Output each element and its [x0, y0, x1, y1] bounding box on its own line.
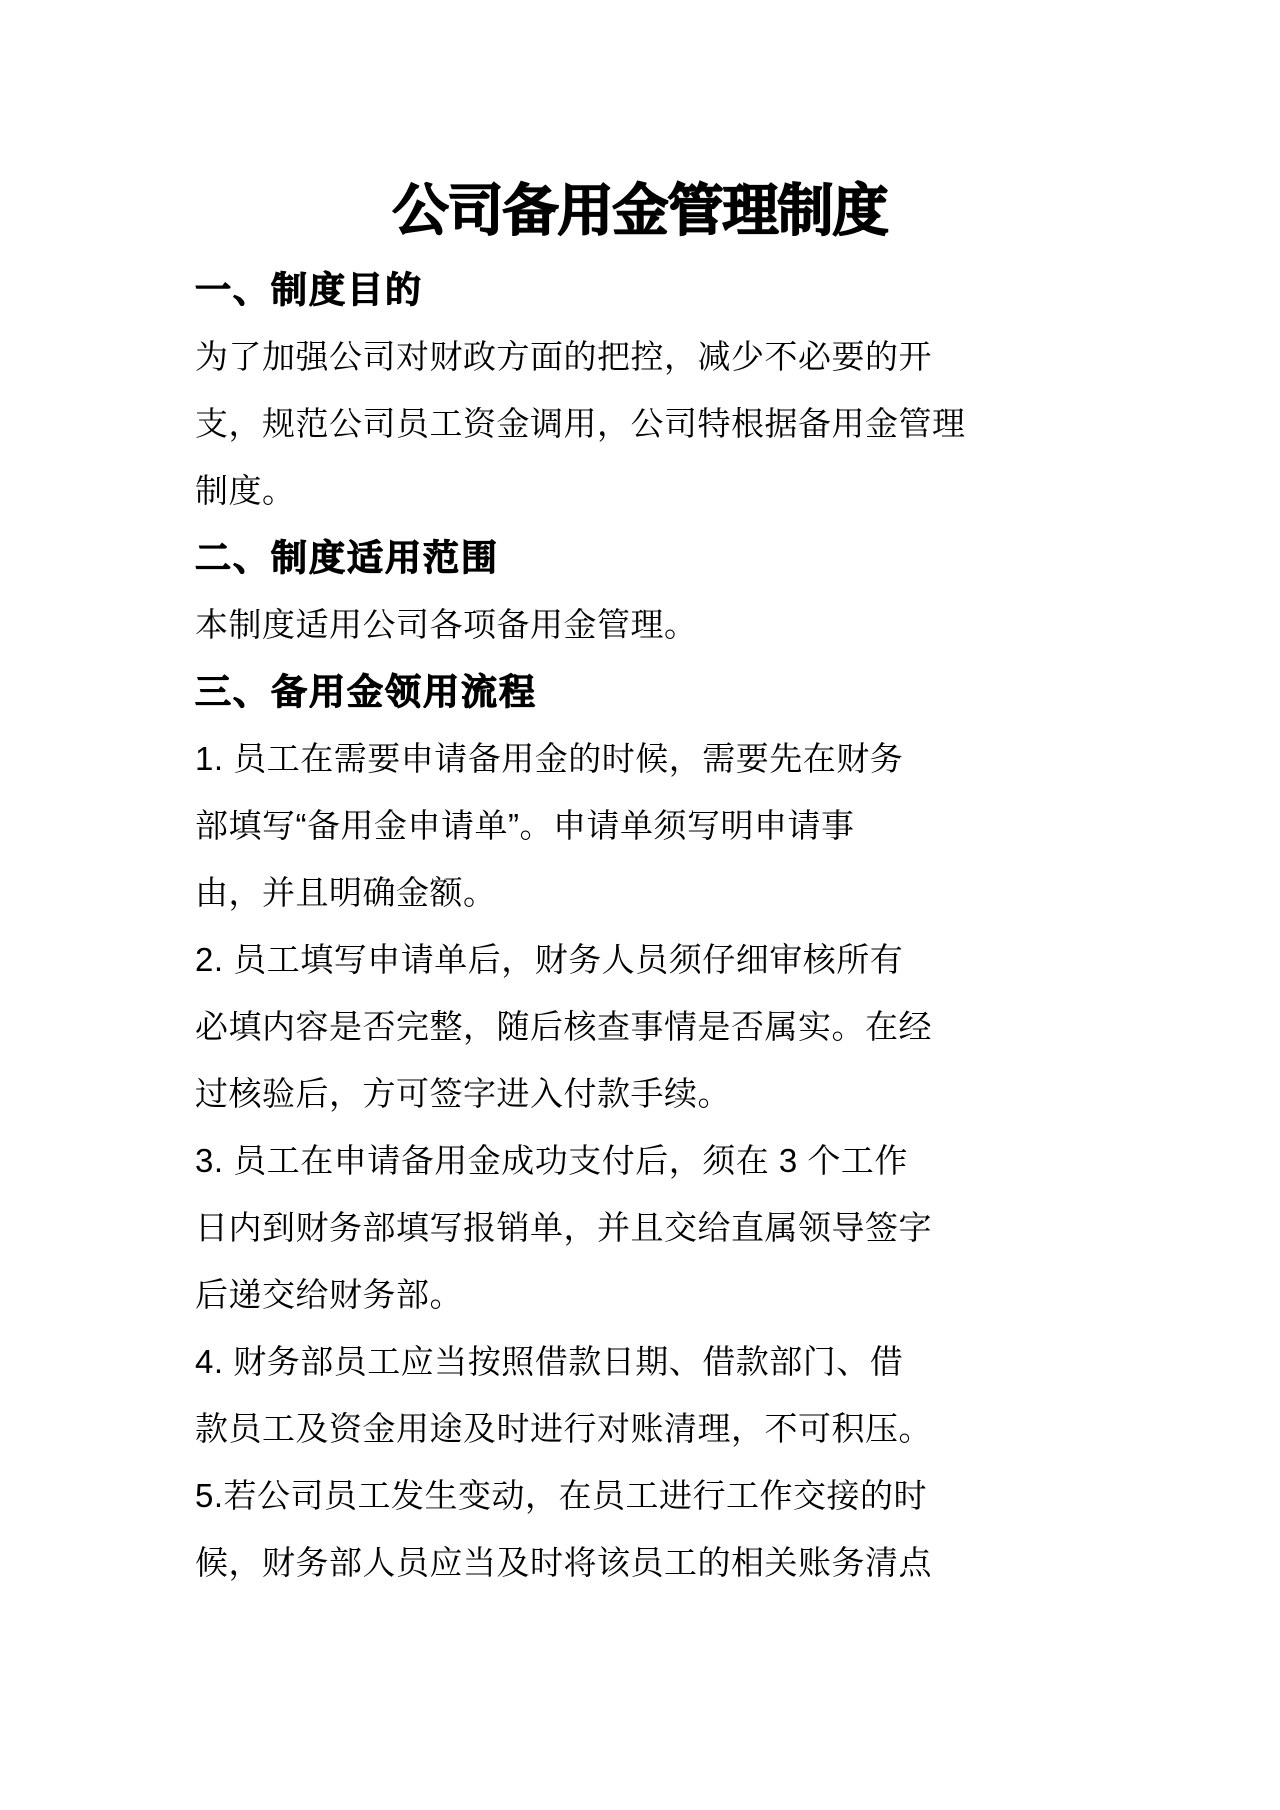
text-line: 候，财务部人员应当及时将该员工的相关账务清点 — [195, 1544, 932, 1581]
document-title: 公司备用金管理制度 — [392, 179, 888, 242]
text-line: 支，规范公司员工资金调用，公司特根据备用金管理 — [195, 405, 966, 442]
text-line: 1. 员工在需要申请备用金的时候，需要先在财务 — [195, 740, 904, 777]
text-line: 由，并且明确金额。 — [195, 874, 497, 911]
text-line: 5.若公司员工发生变动，在员工进行工作交接的时 — [195, 1477, 928, 1514]
section-heading-purpose: 一、制度目的 — [195, 269, 424, 310]
text-line: 本制度适用公司各项备用金管理。 — [195, 606, 698, 643]
document-body — [195, 256, 985, 1596]
text-line: 为了加强公司对财政方面的把控，减少不必要的开 — [195, 338, 932, 375]
text-line: 过核验后，方可签字进入付款手续。 — [195, 1075, 731, 1112]
text-line: 4. 财务部员工应当按照借款日期、借款部门、借 — [195, 1343, 904, 1380]
section-heading-scope: 二、制度适用范围 — [195, 537, 500, 578]
section-heading-process: 三、备用金领用流程 — [195, 671, 538, 712]
text-line: 3. 员工在申请备用金成功支付后，须在 3 个工作 — [195, 1142, 908, 1179]
text-line: 款员工及资金用途及时进行对账清理，不可积压。 — [195, 1410, 932, 1447]
text-line: 必填内容是否完整，随后核查事情是否属实。在经 — [195, 1008, 932, 1045]
text-line: 部填写“备用金申请单”。申请单须写明申请事 — [195, 807, 855, 844]
text-line: 2. 员工填写申请单后，财务人员须仔细审核所有 — [195, 941, 904, 978]
text-line: 后递交给财务部。 — [195, 1276, 463, 1313]
text-line: 日内到财务部填写报销单，并且交给直属领导签字 — [195, 1209, 932, 1246]
text-line: 制度。 — [195, 472, 296, 509]
